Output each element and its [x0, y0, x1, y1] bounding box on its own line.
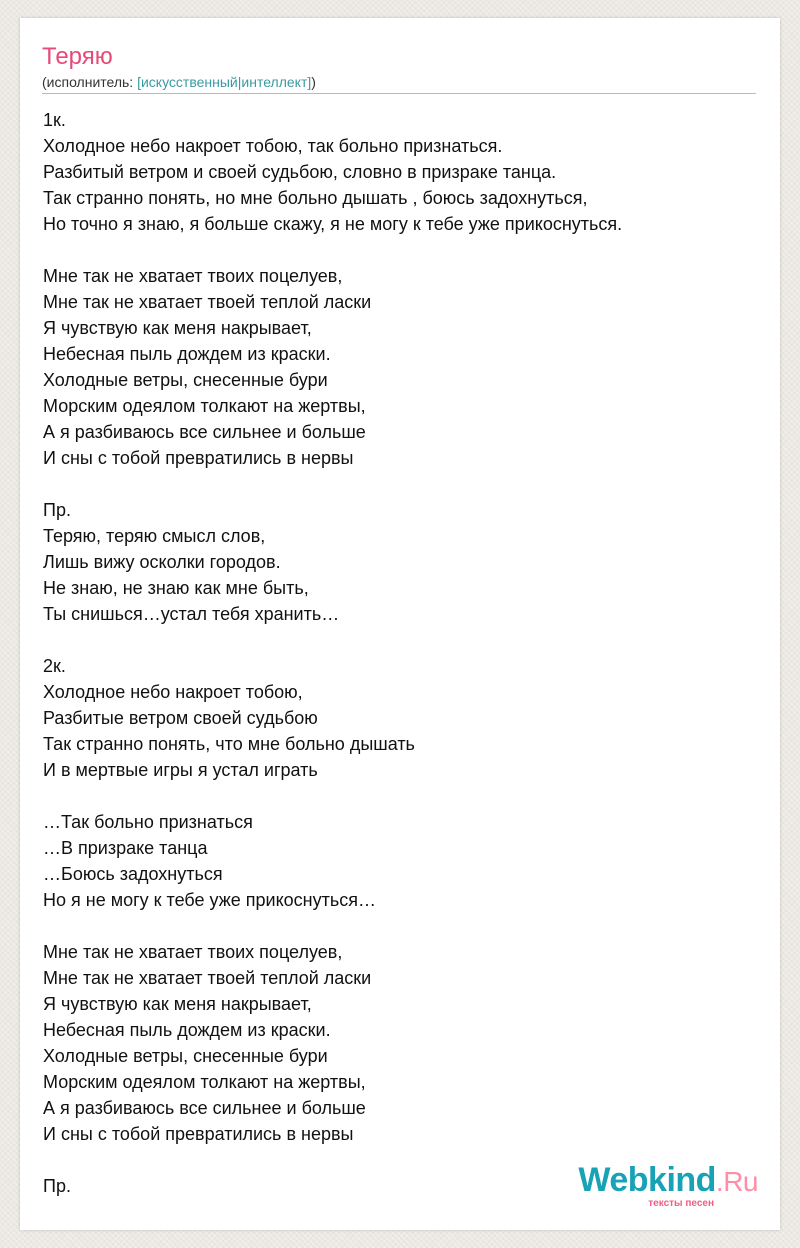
artist-link-separator[interactable]: |: [237, 74, 242, 90]
artist-line: [42, 73, 316, 91]
artist-suffix: ): [311, 74, 316, 90]
site-logo[interactable]: [558, 1160, 758, 1216]
song-title: Теряю: [42, 43, 113, 70]
lyrics-card: [20, 18, 780, 1230]
logo-wordmark: [578, 1160, 758, 1202]
header-divider: [42, 93, 756, 94]
logo-tld: .Ru: [715, 1166, 758, 1197]
artist-link-open[interactable]: [: [137, 74, 141, 90]
artist-link-close[interactable]: ]: [307, 74, 312, 90]
artist-prefix: (исполнитель:: [42, 74, 138, 90]
logo-tagline: тексты песен: [648, 1198, 714, 1209]
logo-name: Webkind: [578, 1161, 716, 1199]
artist-link-part2[interactable]: интеллект: [241, 74, 308, 90]
artist-link-part1[interactable]: искусственный: [140, 74, 238, 90]
lyrics-text: 1к. Холодное небо накроет тобою, так больно признаться. Разбитый ветром и своей судьбою, словно в призраке танца. Так странно понять, но мне больно дышать , боюсь задохнуться, Но точно я знаю, я больше скажу, я не могу к тебе уже прикоснуться. Мне так не хватает твоих поцелуев, Мне так не хватает твоей теплой ласки Я чувствую как меня накрывает, Небесная пыль дождем из краски. Холодные ветры, снесенные бури Морским одеялом толкают на жертвы, А я разбиваюсь все сильнее и больше И сны с тобой превратились в нервы Пр. Теряю, теряю смысл слов, Лишь вижу осколки городов. Не знаю, не знаю как мне быть, Ты снишься…устал тебя хранить… 2к. Холодное небо накроет тобою, Разбитые ветром своей судьбою Так странно понять, что мне больно дышать И в мертвые игры я устал играть …Так больно признаться …В призраке танца …Боюсь задохнуться Но я не могу к тебе уже прикоснуться… Мне так не хватает твоих поцелуев, Мне так не хватает твоей теплой ласки Я чувствую как меня накрывает, Небесная пыль дождем из краски. Холодные ветры, снесенные бури Морским одеялом толкают на жертвы, А я разбиваюсь все сильнее и больше И сны с тобой превратились в нервы Пр.: [43, 110, 623, 1196]
